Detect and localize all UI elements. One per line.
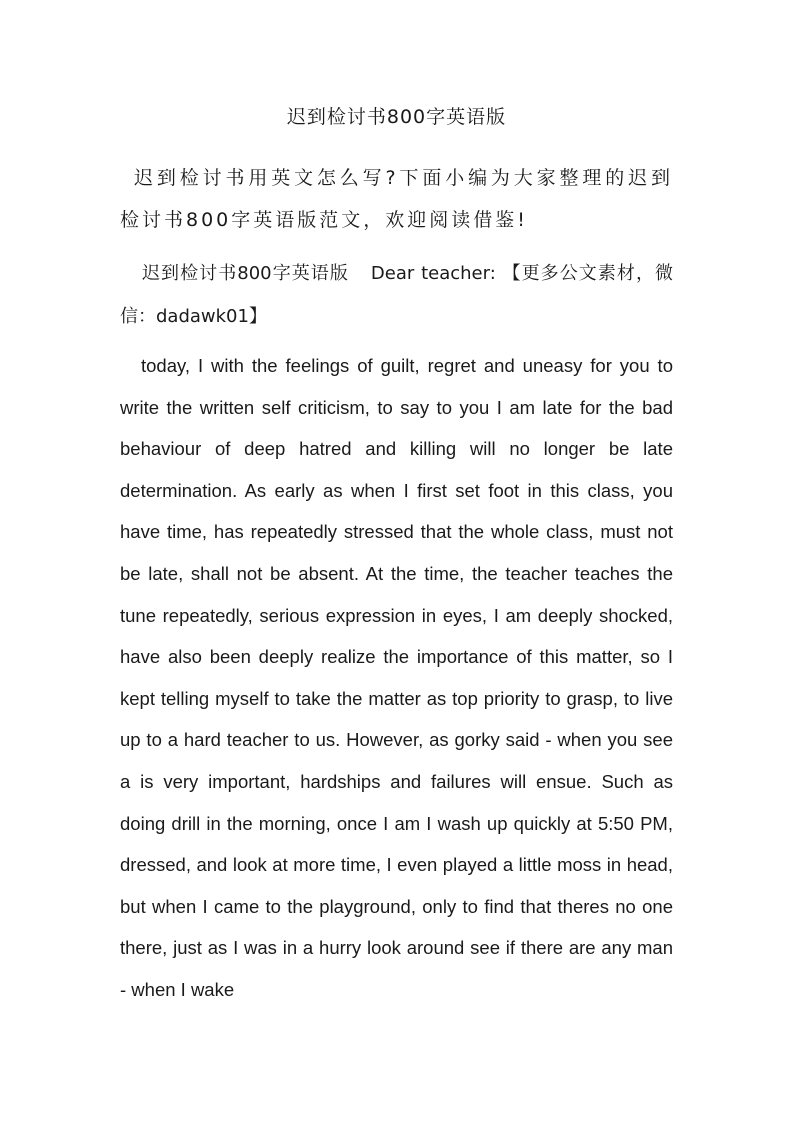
salutation: Dear teacher: (370, 263, 496, 284)
promo-text: 【更多公文素材，微 信：dadawk01】 (120, 263, 673, 327)
heading-cn: 迟到检讨书800字英语版 (142, 263, 349, 284)
letter-heading (120, 252, 673, 338)
document-title: 迟到检讨书800字英语版 (286, 106, 507, 128)
intro-paragraph: 迟到检讨书用英文怎么写?下面小编为大家整理的迟到检讨书800字英语版范文，欢迎阅读借鉴! (120, 167, 673, 231)
body-paragraph: today, I with the feelings of guilt, regret and uneasy for you to write the written self criticism, to say to you I am late for the bad behaviour of deep hatred and killing will no longer be late determination. As early as when I first set foot in this class, you have time, has repeatedly stressed that the whole class, must not be late, shall not be absent. At the time, the teacher teaches the tune repeatedly, serious expression in eyes, I am deeply shocked, have also been deeply realize the importance of this matter, so I kept telling myself to take the matter as top priority to grasp, to live up to a hard teacher to us. However, as gorky said - when you see a is very important, hardships and failures will ensue. Such as doing drill in the morning, once I am I wash up quickly at 5:50 PM, dressed, and look at more time, I even played a little moss in head, but when I came to the playground, only to find that theres no one there, just as I was in a hurry look around see if there are any man - when I wake (120, 355, 673, 1000)
